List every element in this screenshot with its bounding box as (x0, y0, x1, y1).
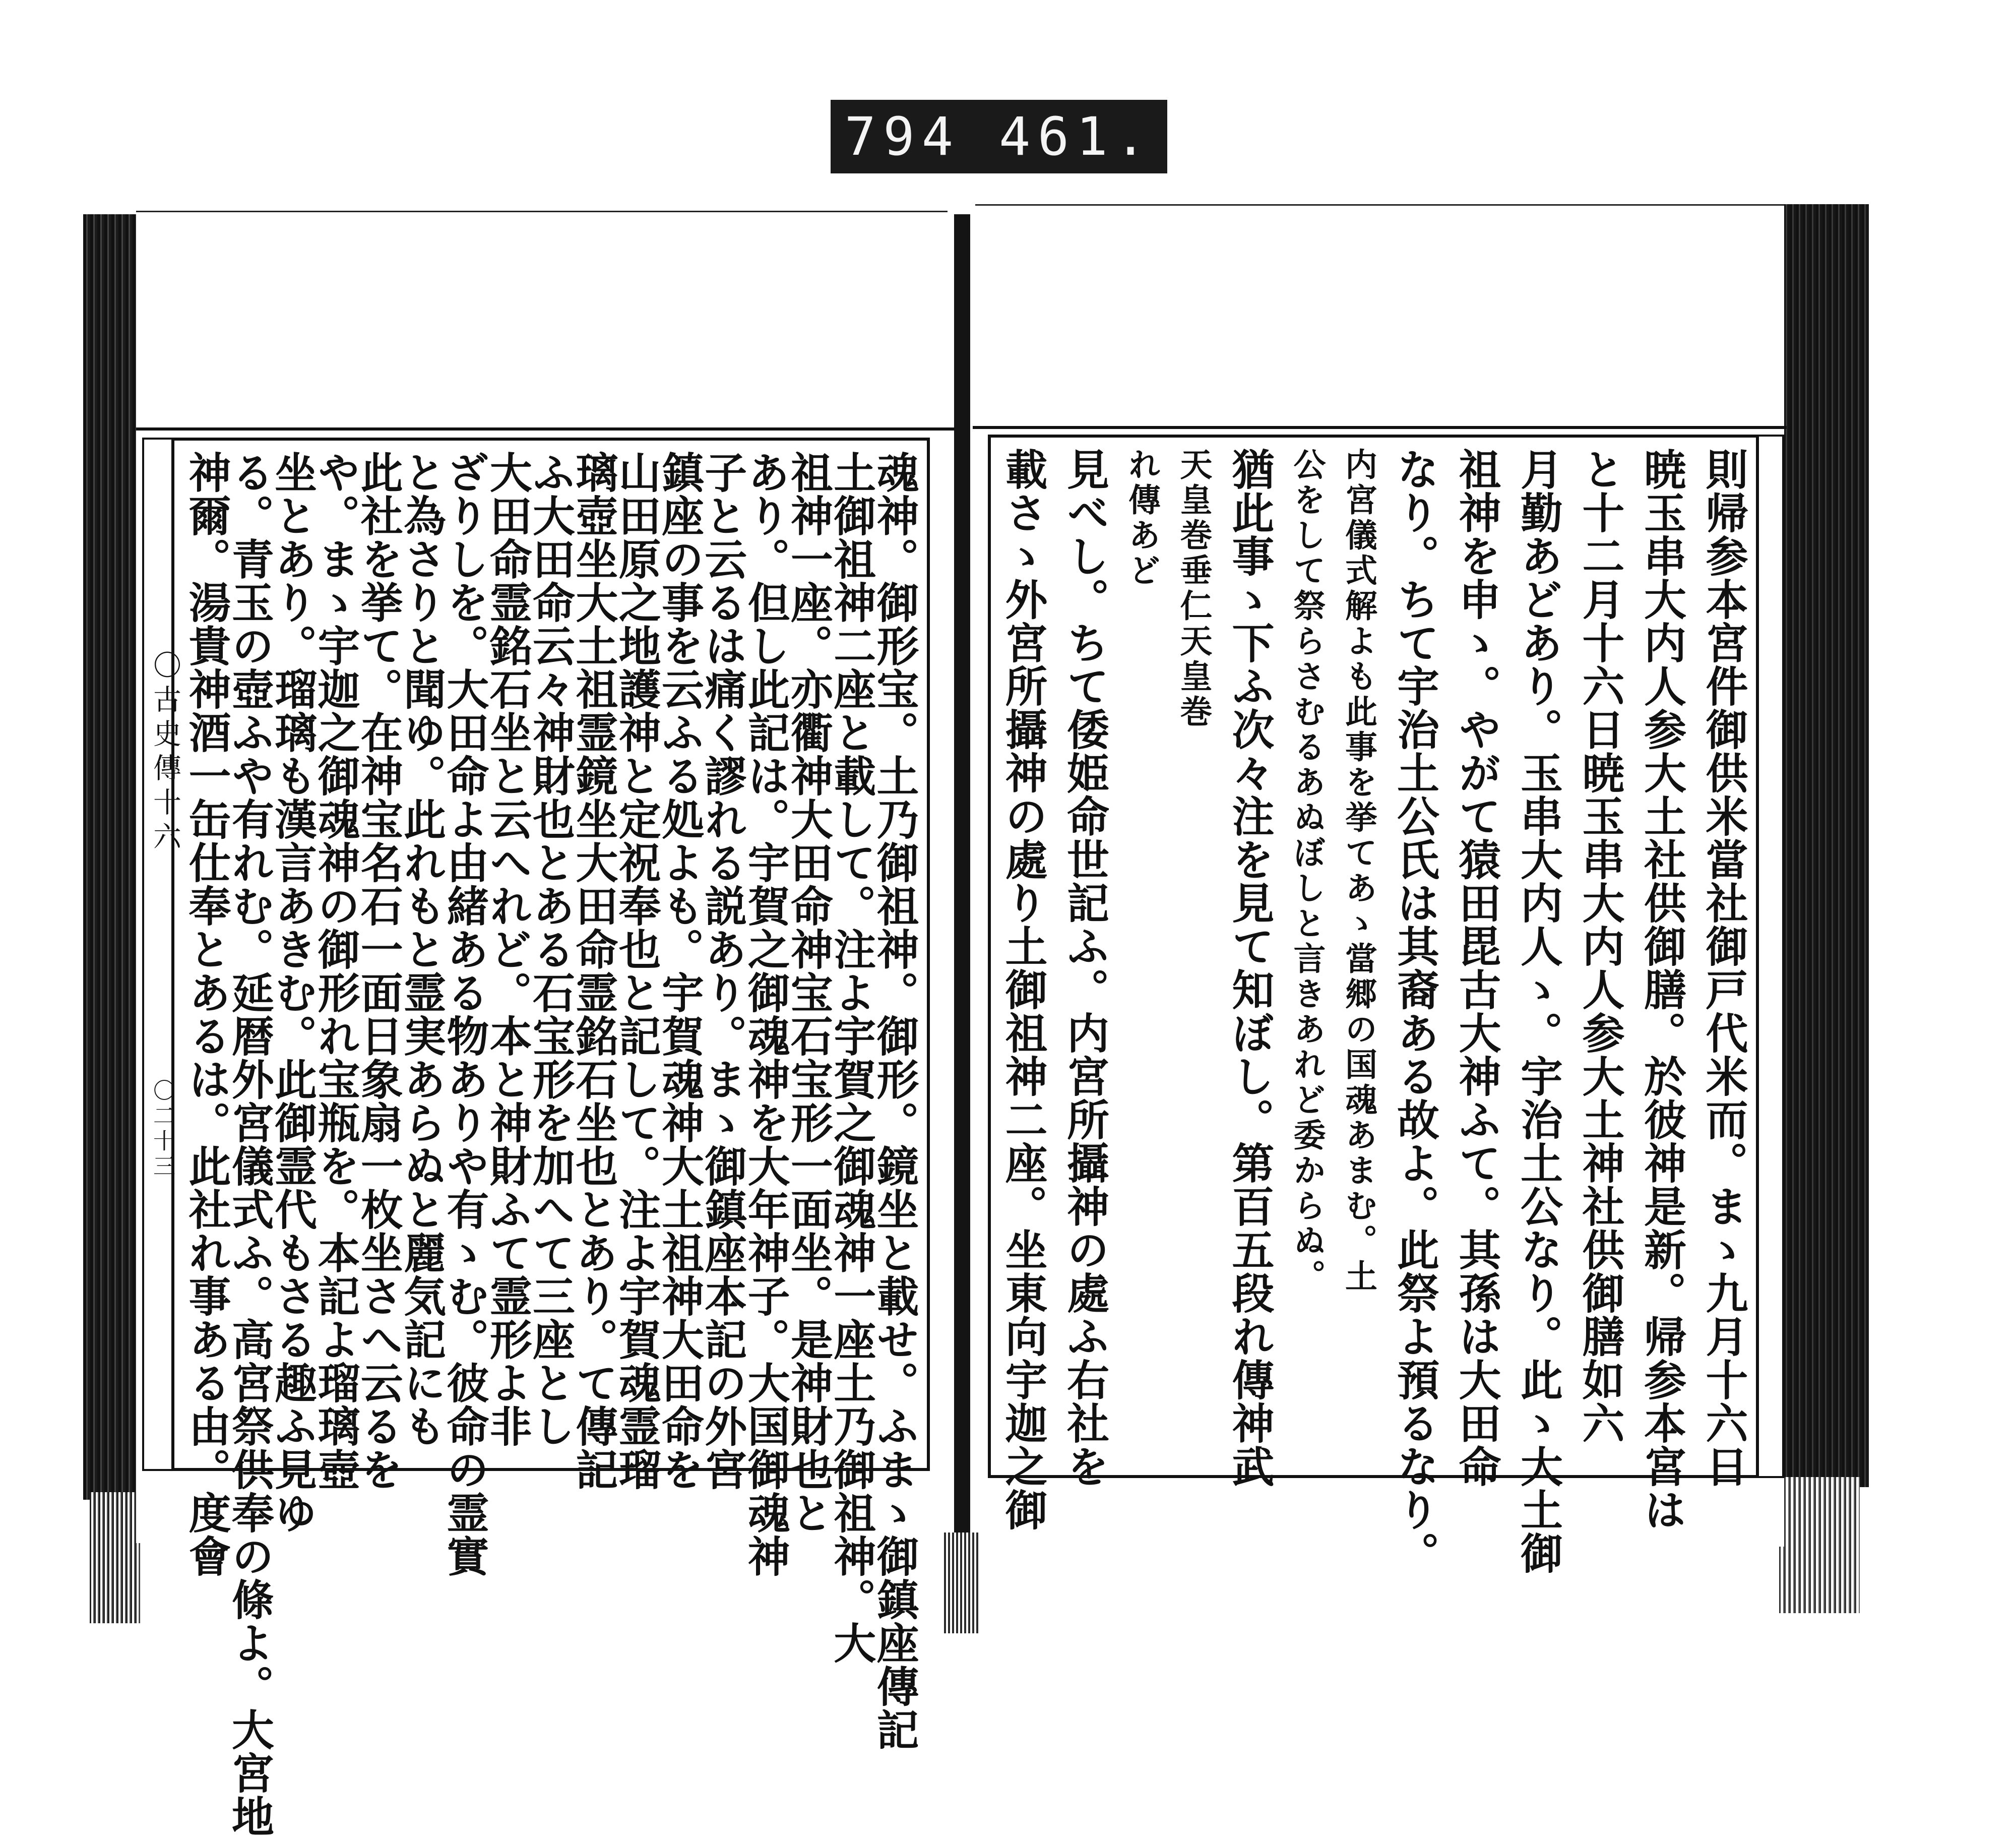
text-column: 内宮儀式解よも此事を挙てあゝ當郷の国魂あまむ。土 (1340, 448, 1377, 1295)
text-column: 祖神一座。亦衢神大田命神宝石宝形一面坐。是神財也と (784, 451, 834, 1535)
book-spine-bottom (944, 1533, 979, 1633)
running-title: 〇古史傳十六 (149, 650, 181, 856)
text-column: 暁玉串大内人参大土社供御膳。於彼神是新。帰参本宮は (1637, 448, 1687, 1531)
text-column: と為さりと聞ゆ。此れもと霊実あらぬと麗気記にも (397, 451, 447, 1448)
text-column: 則帰参本宮件御供米當社御戸代米而。まゝ九月十六日 (1699, 448, 1749, 1488)
book-left-edge (83, 214, 139, 1500)
text-column: なり。ちて宇治土公氏は其裔ある故よ。此祭よ預るなり。 (1390, 448, 1440, 1575)
catalog-number-label (831, 100, 1167, 173)
text-column: 載さゝ外宮所攝神の處り土御祖神二座。坐東向宇迦之御 (998, 448, 1048, 1531)
text-column: 坐とあり。瑠璃も漢言あきむ。此御霊代もさる趣ふ見ゆ (268, 451, 318, 1535)
text-column: や。まゝ宇迦之御魂神の御形れ宝瓶を。本記よ瑠璃壺 (310, 451, 361, 1491)
text-column: 山田原之地護神と定祝奉也と記して。注よ宇賀魂霊瑠 (612, 451, 662, 1491)
page-number: 〇二十三 (149, 1079, 175, 1180)
text-column: 公をして祭らさむるあぬぼしと言きあれど委からぬ。 (1288, 448, 1326, 1295)
left-text-frame (171, 438, 930, 1838)
text-column: 鎮座の事を云ふる処よも。宇賀魂神大土祖神大田命を (655, 451, 705, 1491)
right-page-top-rule (973, 426, 1787, 429)
text-column: る。青玉の壺ふや有れむ。延暦外宮儀式ふ。高宮祭供奉の條よ。大宮地 (225, 451, 275, 1838)
book-spine (954, 214, 970, 1545)
text-column: 璃壺坐大土祖霊鏡坐大田命霊銘石坐也とあり。て傳記 (569, 451, 619, 1491)
text-column: 祖神を申ゝ。やがて猿田毘古大神ふて。其孫は大田命 (1452, 448, 1502, 1488)
text-column: 此社を挙て。在神宝名石一面日象扇一枚坐さへ云るを (354, 451, 404, 1491)
text-column: 見べし。ちて倭姫命世記ふ。内宮所攝神の處ふ右社を (1060, 448, 1110, 1488)
text-column: 天皇巻垂仁天皇巻 (1174, 448, 1213, 730)
right-text-frame (988, 435, 1759, 1575)
text-column: 神爾。湯貴神酒一缶仕奉とあるは。此社れ事ある由。度會 (182, 451, 232, 1578)
right-margin-strip (1759, 435, 1784, 1478)
book-right-edge-bottom (1779, 1477, 1860, 1613)
text-column: れ傳あど (1123, 448, 1161, 589)
text-column: ざりしを。大田命よ由緒ある物ありや有ゝむ。彼命の霊實 (439, 451, 490, 1578)
book-right-edge (1783, 204, 1869, 1487)
text-column: 魂神。御形宝。土乃御祖神。御形。鏡坐と載せ。ふまゝ御鎮座傳記 (870, 451, 920, 1751)
left-page-top-rule (136, 427, 955, 431)
text-column: あり。但し此記は。宇賀之御魂神を大年神子。大国御魂神 (741, 451, 791, 1578)
text-column: 子と云るは痛く謬れる説あり。まゝ御鎮座本記の外宮 (698, 451, 748, 1491)
text-column: と十二月十六日暁玉串大内人参大土神社供御膳如六 (1576, 448, 1625, 1445)
catalog-number-text: 794 461. (844, 106, 1154, 167)
text-column: ふ大田命云々神財也とある石宝形を加へて三座とし (526, 451, 576, 1448)
text-column: 月勤あどあり。玉串大内人ゝ。宇治土公なり。此ゝ大土御 (1514, 448, 1564, 1575)
text-column: 大田命霊銘石坐と云へれど。本と神財ふて霊形よ非 (483, 451, 533, 1448)
left-margin-strip (142, 438, 171, 1471)
text-column: 猶此事ゝ下ふ次々注を見て知ぼし。第百五段れ傳神武 (1225, 448, 1275, 1488)
book-left-edge-bottom (90, 1492, 140, 1623)
text-column: 土御祖神二座と載して。注よ宇賀之御魂神一座土乃御祖神。大 (827, 451, 877, 1665)
